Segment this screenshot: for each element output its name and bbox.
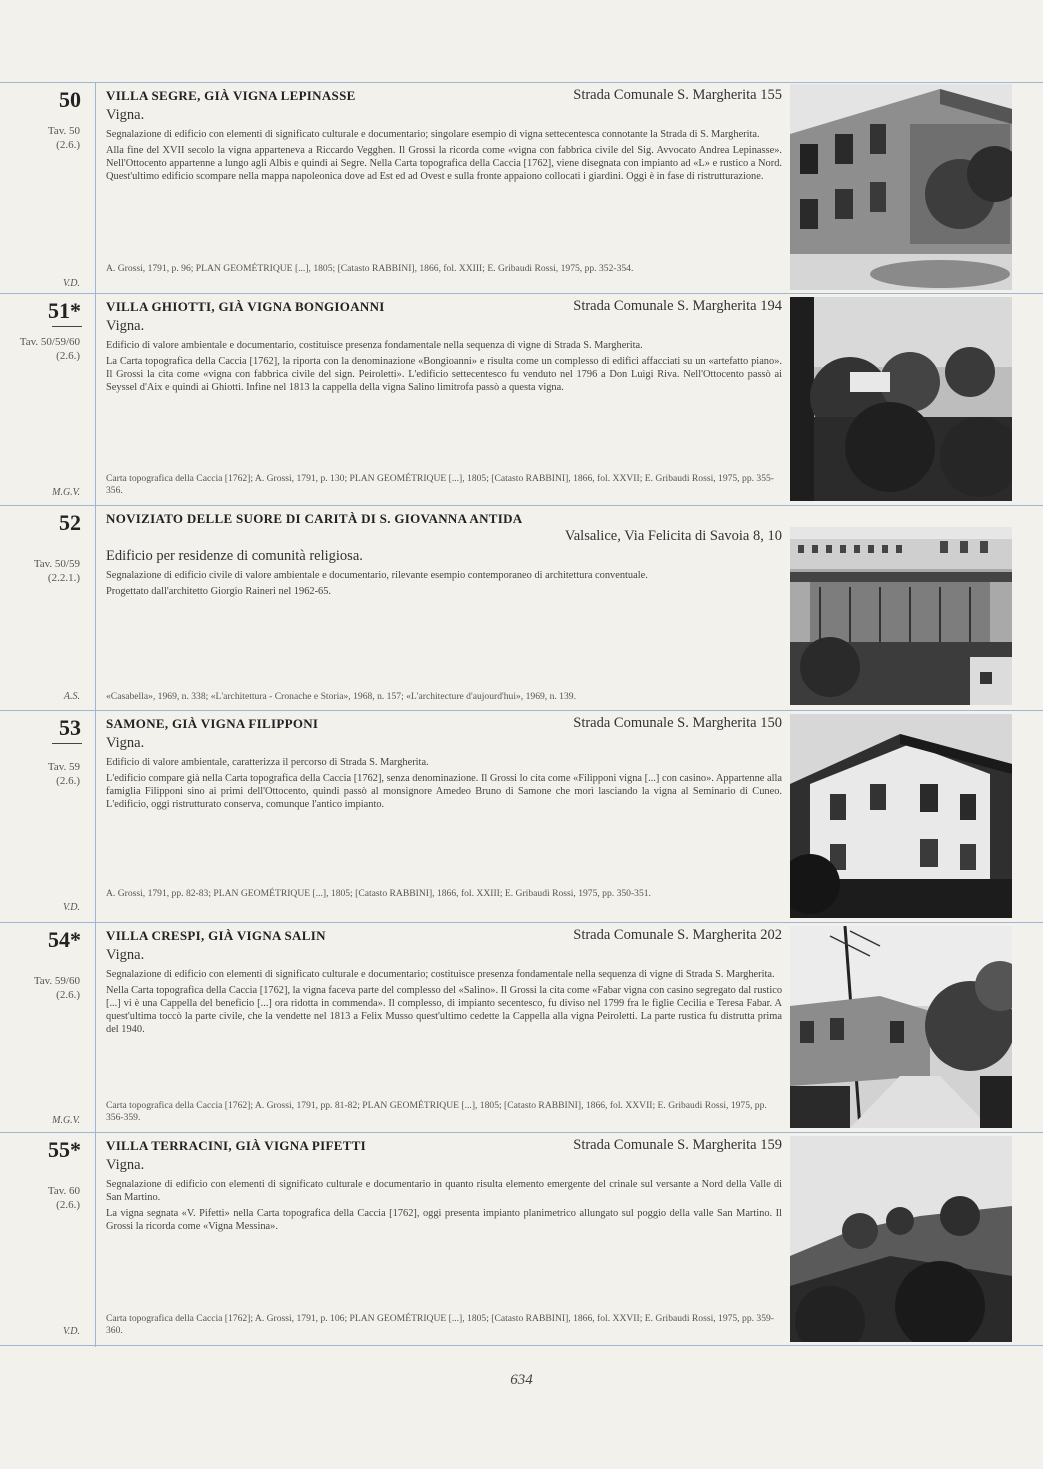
author-initials: V.D. bbox=[62, 278, 80, 289]
classification: (2.2.1.) bbox=[47, 572, 80, 584]
entry-50 bbox=[0, 82, 1043, 293]
entry-title: VILLA GHIOTTI, GIÀ VIGNA BONGIOANNI bbox=[106, 299, 385, 314]
entry-number: 55* bbox=[48, 1137, 81, 1162]
entry-history: La vigna segnata «V. Pifetti» nella Carta topografica della Caccia [1762], oggi presenta impianto planimetrico allungato sul poggio della valle San Martino. Il Grossi la ricorda come «Vigna Messina». bbox=[106, 1208, 782, 1232]
table-ref: Tav. 50/59 bbox=[33, 558, 80, 570]
classification: (2.6.) bbox=[56, 989, 80, 1001]
entry-address: Strada Comunale S. Margherita 150 bbox=[573, 715, 782, 731]
entry-53 bbox=[0, 710, 1043, 922]
classification: (2.6.) bbox=[56, 139, 80, 151]
entry-history: Progettato dall'architetto Giorgio Raineri nel 1962-65. bbox=[106, 586, 332, 597]
villa-photo bbox=[790, 297, 1012, 501]
entry-address: Strada Comunale S. Margherita 194 bbox=[573, 298, 782, 314]
underline bbox=[52, 326, 82, 327]
entry-title: NOVIZIATO DELLE SUORE DI CARITÀ DI S. GIOVANNA ANTIDA bbox=[106, 511, 523, 526]
author-initials: A.S. bbox=[63, 691, 80, 702]
entry-type: Vigna. bbox=[106, 1157, 145, 1173]
entry-number: 53 bbox=[59, 715, 81, 740]
entry-54 bbox=[0, 922, 1043, 1132]
entry-bibliography: Carta topografica della Caccia [1762]; A. Grossi, 1791, p. 130; PLAN GEOMÉTRIQUE [...], 1805; [Catasto RABBINI], 1866, fol. XXVII; E. Gribaudi Rossi, 1975, pp. 355-356. bbox=[106, 473, 774, 496]
entry-description: Edificio di valore ambientale, caratterizza il percorso di Strada S. Margherita. bbox=[106, 757, 429, 768]
entry-bibliography: Carta topografica della Caccia [1762]; A. Grossi, 1791, p. 106; PLAN GEOMÉTRIQUE [...], 1805; [Catasto RABBINI], 1866, fol. XXVII; E. Gribaudi Rossi, 1975, pp. 359-360. bbox=[106, 1313, 774, 1336]
entry-bibliography: A. Grossi, 1791, p. 96; PLAN GEOMÉTRIQUE [...], 1805; [Catasto RABBINI], 1866, fol. XXIII; E. Gribaudi Rossi, 1975, pp. 352-354. bbox=[106, 263, 634, 274]
author-initials: V.D. bbox=[62, 902, 80, 913]
entry-description: Segnalazione di edificio con elementi di significato culturale e documentario; singolare esempio di vigna settecentesca connotante la Strada di S. Margherita. bbox=[106, 129, 760, 140]
entry-description: Edificio di valore ambientale e documentario, costituisce presenza fondamentale nella sequenza di vigne di Strada S. Margherita. bbox=[106, 340, 643, 351]
entry-number: 50 bbox=[59, 87, 81, 112]
entry-description: Segnalazione di edificio con elementi di significato culturale e documentario in quanto risulta elemento emergente del crinale sul versante a Nord della Valle di San Martino. bbox=[106, 1179, 782, 1203]
entry-history: Alla fine del XVII secolo la vigna apparteneva a Riccardo Vegghen. Il Grossi la ricorda come «vigna con fabbrica civile del Sig. Avvocato Andrea Lepinasse». Nell'Ottocento appartenne a lungo agli Albis e quindi ai Segre. Nella Carta topografica della Caccia [1762], viene disegnata con impianto ad «L» e rustico a Nord. Quest'ultimo edificio scompare nella mappa napoleonica dove ad Est ed ad Ovest e sulla fronte appaiono collocati i giardini. Oggi è in fase di ristrutturazione. bbox=[106, 145, 782, 182]
entry-type: Vigna. bbox=[106, 107, 145, 123]
entry-number: 54* bbox=[48, 927, 81, 952]
underline bbox=[52, 743, 82, 744]
author-initials: M.G.V. bbox=[52, 487, 80, 498]
entry-history: L'edificio compare già nella Carta topografica della Caccia [1762], senza denominazione. Il Grossi lo cita come «Filipponi vigna [...] con casino». Appartenne alla famiglia Filipponi sino ai primi dell'Ottocento, quindi passò al monsignore Amedeo Bruno di Samone che morì lasciando la vigna al Seminario di Cuneo. L'edificio, oggi ristrutturato conserva, comunque l'antico impianto. bbox=[106, 773, 782, 810]
hillside-photo bbox=[790, 1136, 1012, 1342]
entry-number: 51* bbox=[48, 298, 81, 323]
table-ref: Tav. 50 bbox=[47, 125, 80, 137]
entry-bibliography: Carta topografica della Caccia [1762]; A. Grossi, 1791, pp. 81-82; PLAN GEOMÉTRIQUE [...], 1805; [Catasto RABBINI], 1866, fol. XXVII; E. Gribaudi Rossi, 1975, pp. 356-359. bbox=[106, 1100, 767, 1123]
entry-title: VILLA SEGRE, GIÀ VIGNA LEPINASSE bbox=[106, 88, 356, 103]
page-number: 634 bbox=[510, 1372, 533, 1388]
entry-51 bbox=[0, 293, 1043, 505]
entry-address: Valsalice, Via Felicita di Savoia 8, 10 bbox=[564, 528, 782, 544]
villa-photo bbox=[790, 84, 1012, 290]
table-ref: Tav. 50/59/60 bbox=[19, 336, 80, 348]
table-ref: Tav. 60 bbox=[47, 1185, 80, 1197]
table-ref: Tav. 59/60 bbox=[33, 975, 80, 987]
entry-type: Edificio per residenze di comunità religiosa. bbox=[106, 548, 363, 564]
entry-title: VILLA CRESPI, GIÀ VIGNA SALIN bbox=[106, 928, 326, 943]
entry-description: Segnalazione di edificio civile di valore ambientale e documentario, rilevante esempio contemporaneo di architettura conventuale. bbox=[106, 570, 648, 581]
entry-type: Vigna. bbox=[106, 947, 145, 963]
classification: (2.6.) bbox=[56, 350, 80, 362]
classification: (2.6.) bbox=[56, 775, 80, 787]
author-initials: V.D. bbox=[62, 1326, 80, 1337]
entry-type: Vigna. bbox=[106, 735, 145, 751]
entry-address: Strada Comunale S. Margherita 159 bbox=[573, 1137, 782, 1153]
author-initials: M.G.V. bbox=[52, 1115, 80, 1126]
entry-55 bbox=[0, 1132, 1043, 1345]
entry-type: Vigna. bbox=[106, 318, 145, 334]
villa-photo bbox=[790, 714, 1012, 918]
entry-description: Segnalazione di edificio con elementi di significato culturale e documentario; costituisce presenza fondamentale nella sequenza di vigne di Strada S. Margherita. bbox=[106, 969, 775, 980]
entry-52 bbox=[0, 505, 1043, 710]
entry-address: Strada Comunale S. Margherita 202 bbox=[573, 927, 782, 943]
entry-number: 52 bbox=[59, 510, 81, 535]
building-photo bbox=[790, 527, 1012, 705]
divider bbox=[0, 1345, 1043, 1346]
entry-history: La Carta topografica della Caccia [1762], la riporta con la denominazione «Bongioanni» e risulta come un complesso di edifici affacciati su un «artefatto piano». Il Grossi la cita come «vigna con fabbrica civile del sign. Peiroletti». L'edificio settecentesco fu venduto nel 1796 a Don Luigi Riva. Nell'Ottocento passò ai Seyssel d'Aix e quindi ai Ghiotti. Infine nel 1813 la cappella della vigna Salino limitrofa passò a questa vigna. bbox=[106, 356, 782, 393]
villa-photo bbox=[790, 926, 1012, 1128]
classification: (2.6.) bbox=[56, 1199, 80, 1211]
entry-title: VILLA TERRACINI, GIÀ VIGNA PIFETTI bbox=[106, 1138, 367, 1153]
entry-history: Nella Carta topografica della Caccia [1762], la vigna faceva parte del complesso del «Salino». Il Grossi la cita come «Fabar vigna con casino segregato dal rustico [...] vi è una Cappella del beneficio [...] ora ridotta in commenda». Il complesso, di impianto secentesco, fu diviso nel 1799 fra le figlie Cecilia e Teresa Fabar. A quest'ultima toccò la parte civile, che la vendette nel 1813 a Felix Musso quest'ultimo cedette la Cappella alla vigna Peiroletti. La parte rustica fu distrutta prima del 1940. bbox=[106, 985, 783, 1035]
entry-title: SAMONE, GIÀ VIGNA FILIPPONI bbox=[106, 716, 319, 731]
entry-bibliography: «Casabella», 1969, n. 338; «L'architettura - Cronache e Storia», 1968, n. 157; «L'architecture d'aujourd'hui», 1969, n. 139. bbox=[106, 691, 576, 702]
entry-bibliography: A. Grossi, 1791, pp. 82-83; PLAN GEOMÉTRIQUE [...], 1805; [Catasto RABBINI], 1866, fol. XXIII; E. Gribaudi Rossi, 1975, pp. 350-351. bbox=[106, 888, 651, 899]
table-ref: Tav. 59 bbox=[47, 761, 80, 773]
entry-address: Strada Comunale S. Margherita 155 bbox=[573, 87, 782, 103]
